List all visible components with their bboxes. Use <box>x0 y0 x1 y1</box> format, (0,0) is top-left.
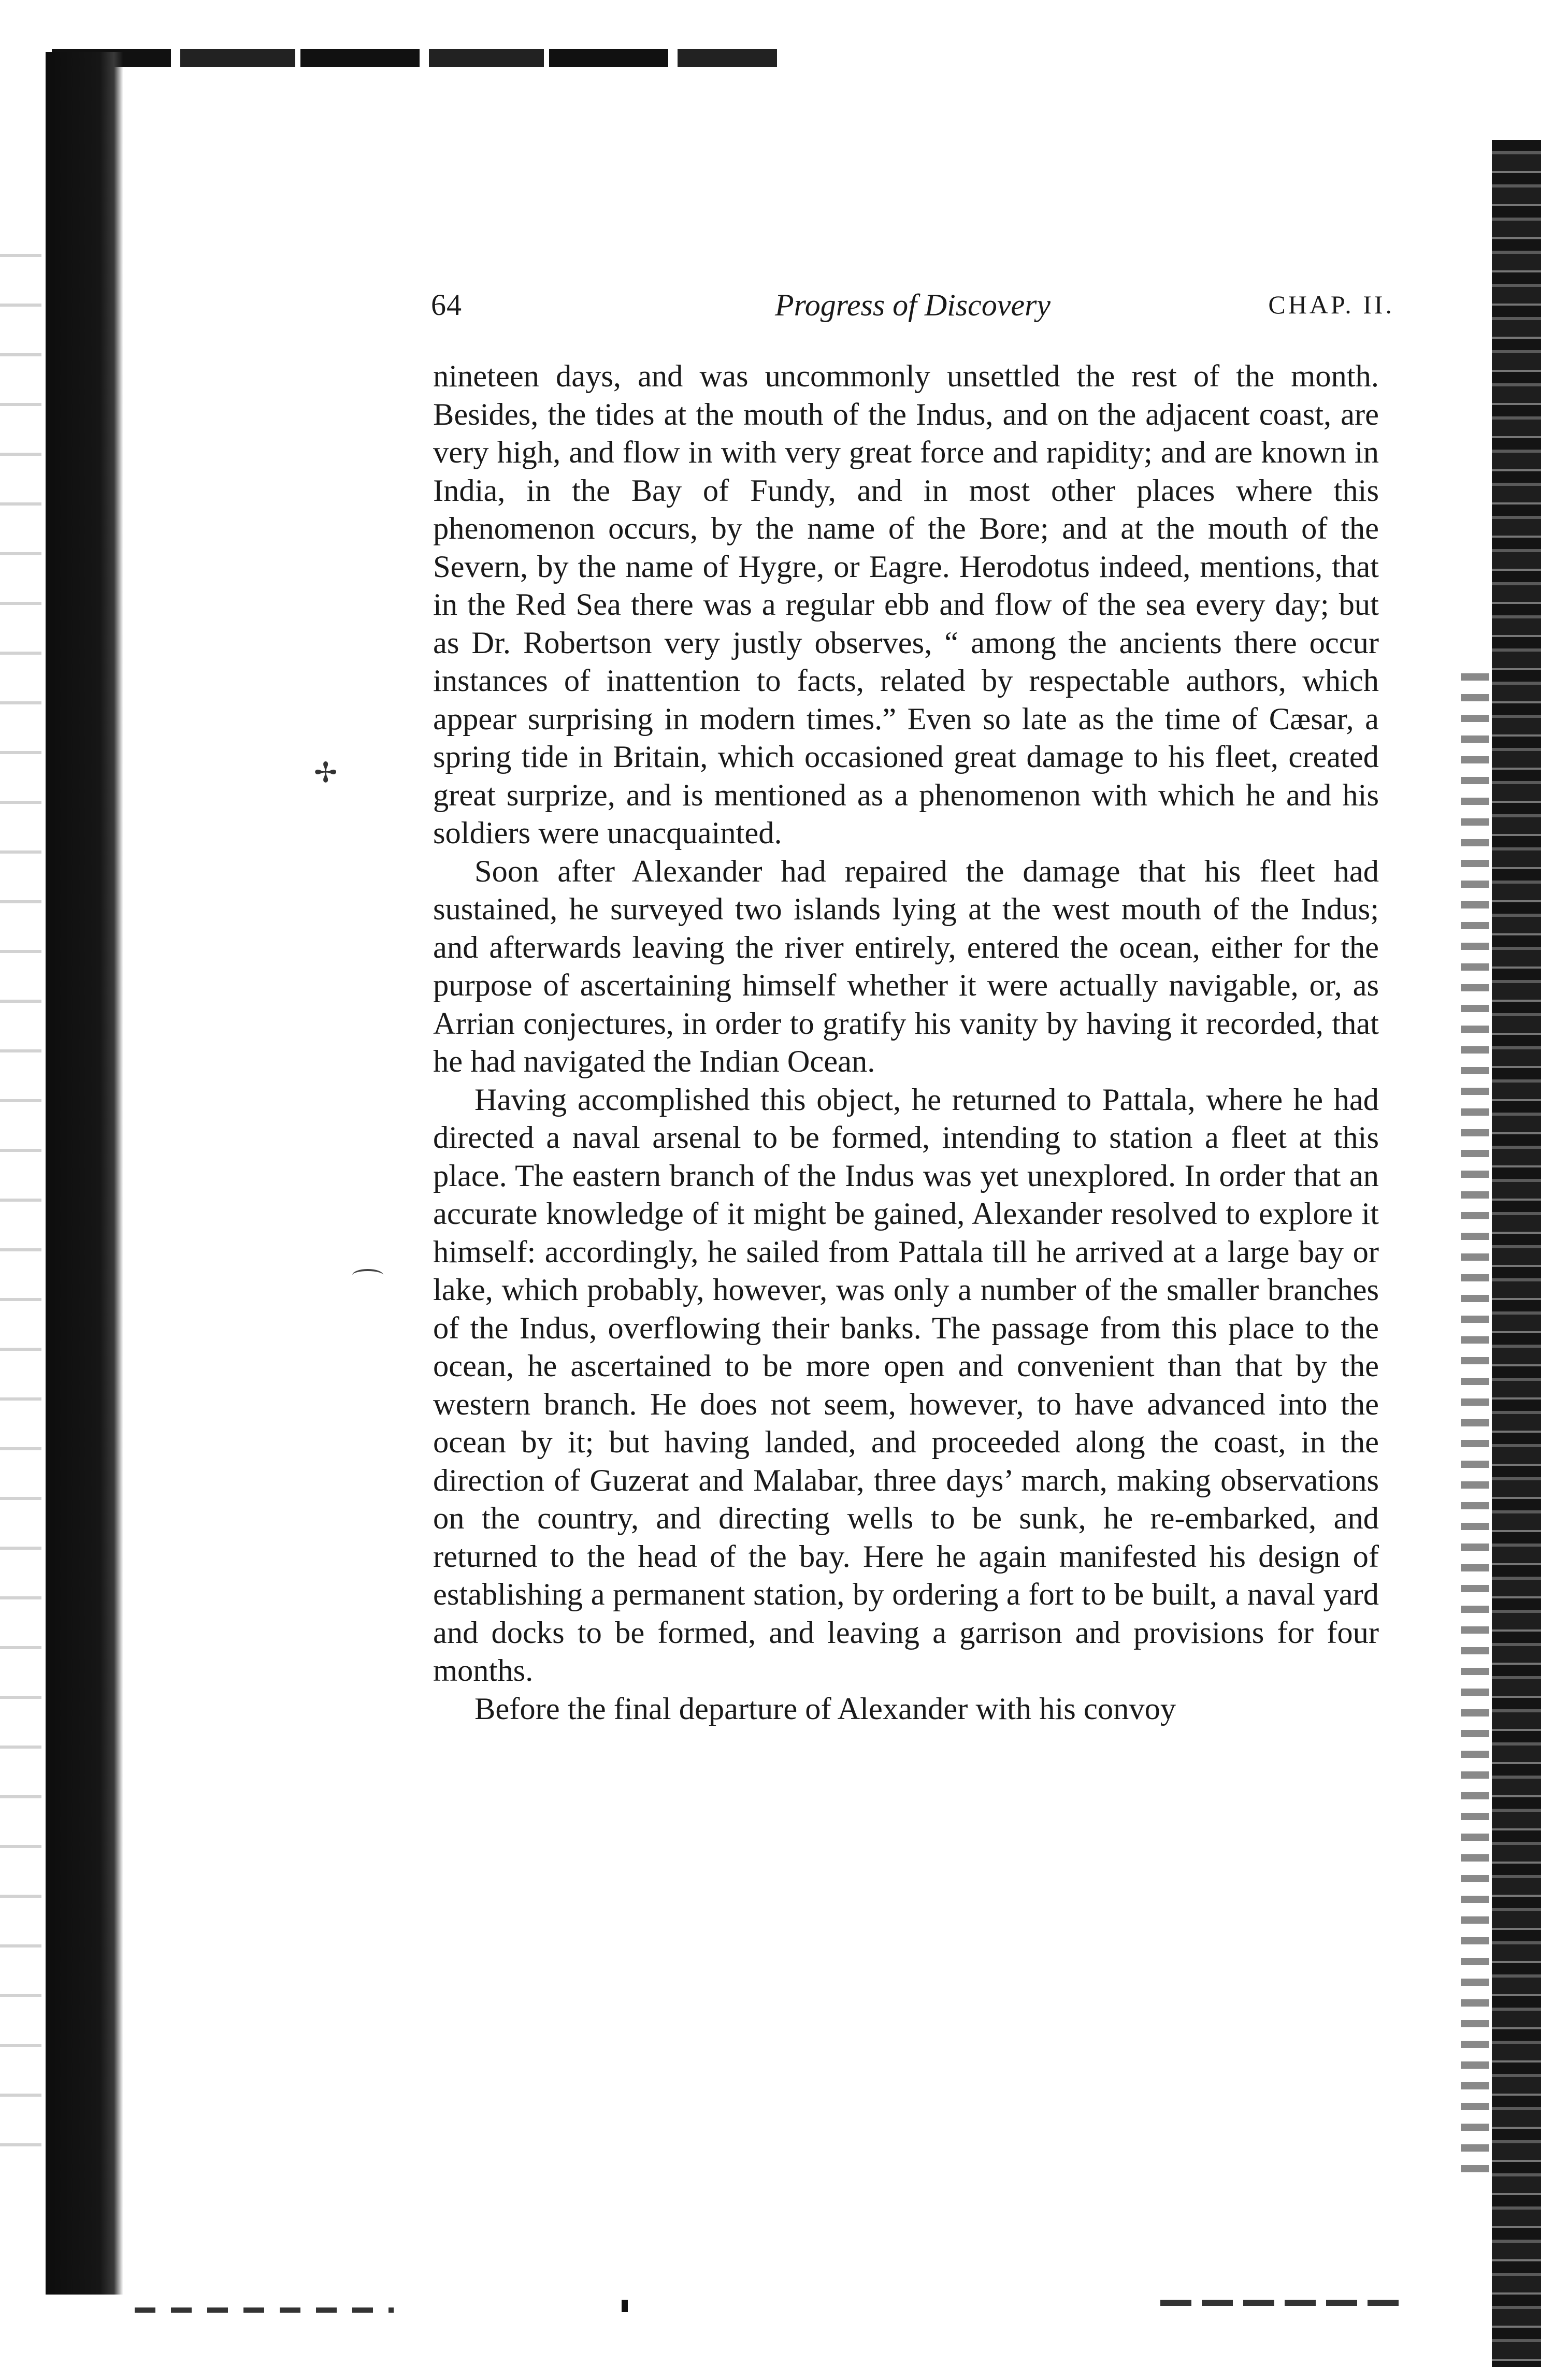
margin-star-mark: ✢ <box>314 757 338 788</box>
page-number: 64 <box>431 288 462 322</box>
margin-pencil-mark <box>352 1269 383 1281</box>
scan-mark-bottom <box>622 2300 628 2312</box>
chapter-label: CHAP. II. <box>1268 290 1394 319</box>
running-title: Progress of Discovery <box>774 288 1051 322</box>
scan-speckle-right <box>1461 673 1489 2175</box>
paragraph-3: Having accomplished this object, he returned to Pattala, where he had directed a naval arsenal to be formed, intending to station a fleet at this place. The eastern branch of the Indus was yet unexplored. In order that an accurate knowledge of it might be gained, Alexander resolved to explore it himself: accordingly, he sailed from Pattala till he arrived at a large bay or lake, which probably, however, was only a number of the smaller branches of the Indus, overflowing their banks. The passage from this place to the ocean, he ascertained to be more open and convenient than that by the western branch. He does not seem, however, to have advanced into the ocean by it; but having landed, and proceeded along the coast, in the direction of Guzerat and Malabar, three days’ march, making observations on the country, and directing wells to be sunk, he re-embarked, and returned to the head of the bay. Here he again manifested his design of establishing a permanent station, by ordering a fort to be built, a naval yard and docks to be formed, and leaving a garrison and provisions for four months. <box>433 1082 1379 1688</box>
scan-edge-bottom-right <box>1160 2300 1399 2306</box>
paragraph-2: Soon after Alexander had repaired the damage that his fleet had sustained, he surveyed two islands lying at the west mouth of the Indus; and afterwards leaving the river entirely, entered the ocean, either for the purpose of ascertaining himself whether it were actually navigable, or, as Arrian conjectures, in order to gratify his vanity by having it recorded, that he had navigated the Indian Ocean. <box>433 854 1379 1079</box>
running-header <box>431 287 1394 329</box>
scan-edge-top <box>52 49 777 67</box>
scan-edge-left <box>46 52 123 2295</box>
paragraph-4: Before the final departure of Alexander with his convoy <box>474 1691 1176 1726</box>
scan-speckle-left <box>0 207 41 2175</box>
body-text <box>433 357 1379 1728</box>
paragraph-1: nineteen days, and was uncommonly unsettled the rest of the month. Besides, the tides at the mouth of the Indus, and on the adjacent coast, are very high, and flow in with very great force and rapidity; and are known in India, in the Bay of Fundy, and in most other places where this phenomenon occurs, by the name of the Bore; and at the mouth of the Severn, by the name of Hygre, or Eagre. Herodotus indeed, mentions, that in the Red Sea there was a regular ebb and flow of the sea every day; but as Dr. Robertson very justly observes, “ among the ancients there occur instances of inattention to facts, related by respectable authors, which appear surprising in modern times.” Even so late as the time of Cæsar, a spring tide in Britain, which occasioned great damage to his fleet, created great surprize, and is mentioned as a phenomenon with which he and his soldiers were unacquainted. <box>433 359 1379 850</box>
scan-edge-bottom <box>135 2307 394 2313</box>
scan-edge-right <box>1492 140 1541 2367</box>
